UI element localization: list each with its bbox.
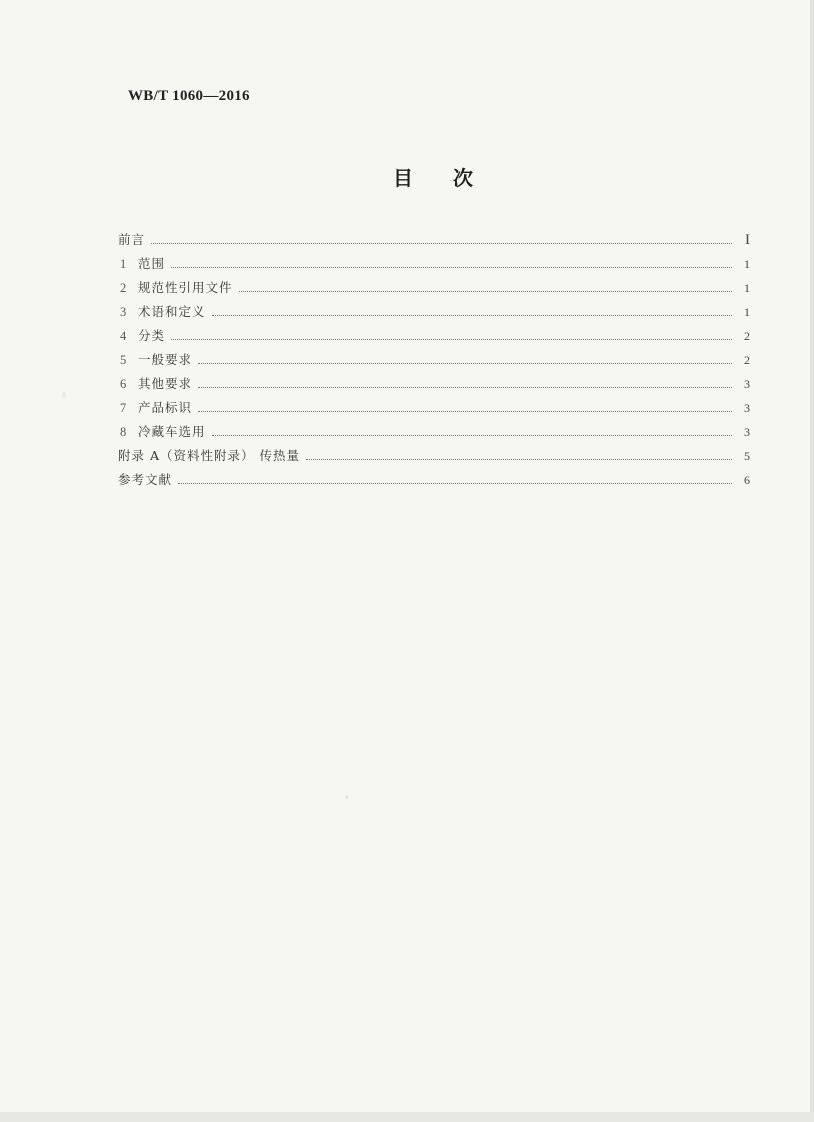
toc-entry-page: I bbox=[745, 232, 750, 248]
title-char-2: 次 bbox=[453, 166, 473, 190]
toc-entry-number: 6 bbox=[120, 377, 127, 391]
scan-speck bbox=[62, 392, 66, 398]
leader-dots bbox=[212, 314, 732, 316]
toc-entry-number: 8 bbox=[120, 425, 127, 439]
leader-dots bbox=[212, 434, 732, 436]
scan-speck bbox=[345, 795, 349, 799]
toc-entry[interactable] bbox=[118, 398, 750, 422]
standard-code: WB/T 1060—2016 bbox=[128, 88, 250, 104]
toc-entry-number: 5 bbox=[120, 353, 127, 367]
toc-entry[interactable] bbox=[118, 374, 750, 398]
page-edge-bottom bbox=[0, 1112, 814, 1122]
toc-entry-number: 4 bbox=[120, 329, 127, 343]
toc-entry-page: 2 bbox=[744, 353, 750, 367]
leader-dots bbox=[198, 410, 732, 412]
toc-entry[interactable] bbox=[118, 350, 750, 374]
toc-entry[interactable] bbox=[118, 230, 750, 254]
toc-entry[interactable] bbox=[118, 326, 750, 350]
toc-entry-label: 其他要求 bbox=[138, 376, 193, 391]
toc-entry-page: 1 bbox=[744, 281, 750, 295]
toc-entry-label: 分类 bbox=[138, 328, 166, 343]
toc-entry-page: 3 bbox=[744, 377, 750, 391]
leader-dots bbox=[198, 386, 732, 388]
toc-entry-number: 1 bbox=[120, 257, 127, 271]
toc-entry[interactable] bbox=[118, 302, 750, 326]
leader-dots bbox=[171, 266, 732, 268]
table-of-contents bbox=[118, 230, 750, 494]
toc-entry[interactable] bbox=[118, 254, 750, 278]
leader-dots bbox=[171, 338, 732, 340]
toc-entry-label: 术语和定义 bbox=[138, 304, 206, 319]
toc-entry-label: 一般要求 bbox=[138, 352, 193, 367]
toc-entry-page: 6 bbox=[744, 473, 750, 487]
leader-dots bbox=[151, 242, 732, 244]
title-char-1: 目 bbox=[393, 166, 413, 190]
page-title bbox=[393, 162, 473, 191]
toc-entry[interactable] bbox=[118, 446, 750, 470]
page-edge-right bbox=[810, 0, 814, 1122]
toc-entry-page: 2 bbox=[744, 329, 750, 343]
toc-entry-label: 范围 bbox=[138, 256, 166, 271]
toc-entry-number: 3 bbox=[120, 305, 127, 319]
toc-entry-page: 3 bbox=[744, 401, 750, 415]
toc-entry-number: 2 bbox=[120, 281, 127, 295]
toc-entry-page: 1 bbox=[744, 305, 750, 319]
toc-entry[interactable] bbox=[118, 278, 750, 302]
toc-entry-label: 参考文献 bbox=[118, 472, 173, 487]
leader-dots bbox=[178, 482, 732, 484]
toc-entry-number: 7 bbox=[120, 401, 127, 415]
leader-dots bbox=[198, 362, 732, 364]
toc-entry-page: 1 bbox=[744, 257, 750, 271]
leader-dots bbox=[306, 458, 732, 460]
toc-entry-label: 规范性引用文件 bbox=[138, 280, 233, 295]
toc-entry-label: 产品标识 bbox=[138, 400, 193, 415]
toc-entry[interactable] bbox=[118, 422, 750, 446]
toc-entry[interactable] bbox=[118, 470, 750, 494]
toc-entry-page: 3 bbox=[744, 425, 750, 439]
leader-dots bbox=[239, 290, 732, 292]
toc-entry-label: 前言 bbox=[118, 232, 146, 247]
toc-entry-label: 冷藏车选用 bbox=[138, 424, 206, 439]
toc-entry-page: 5 bbox=[744, 449, 750, 463]
toc-entry-label: 附录 A（资料性附录） 传热量 bbox=[118, 448, 300, 463]
